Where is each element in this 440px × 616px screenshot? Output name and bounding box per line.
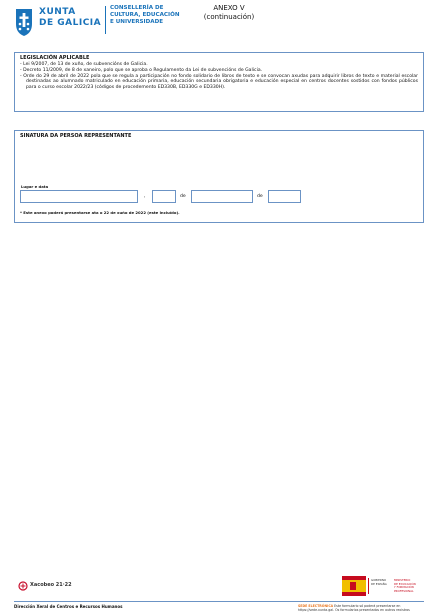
of-separator-2: de xyxy=(257,194,263,199)
signature-title: SINATURA DA PERSOA REPRESENTANTE xyxy=(20,133,132,139)
annex-heading xyxy=(184,4,274,21)
place-date-label: Lugar e data xyxy=(21,184,49,189)
galicia-crest-icon xyxy=(12,7,36,37)
consellaria-line3: E UNIVERSIDADE xyxy=(110,19,164,25)
annex-subtitle: (continuación) xyxy=(203,12,255,21)
xunta-name xyxy=(39,7,101,29)
ministry-line3: Y FORMACIÓN PROFESIONAL xyxy=(394,585,414,593)
ministry-line1: MINISTERIO xyxy=(394,578,411,582)
government-line1: GOBIERNO xyxy=(371,578,387,582)
sede-brand: SEDE ELECTRÓNICA xyxy=(298,604,334,608)
spain-logo-divider xyxy=(368,578,369,594)
consellaria-line2: CULTURA, EDUCACIÓN xyxy=(110,12,180,18)
legislation-item: - Lei 9/2007, de 13 de xuño, de subvencións de Galicia. xyxy=(20,62,148,67)
legislation-section xyxy=(14,52,424,112)
legislation-title: LEGISLACIÓN APLICABLE xyxy=(20,55,90,61)
legislation-item: - Orde do 29 de abril de 2022 pola que se regula a participación no fondo solidario de libros de texto e se convocan axudas para adquirir libros de texto e material escolar destinadas ao alumnado matriculado en educación primaria, educación secundaria obrigatoria e educación especial en centros docentes sostidos con fondos públicos para o curso escolar 2022/23 (códigos de procedemento ED330B, ED330G e ED330H). xyxy=(20,73,418,91)
xunta-logo xyxy=(12,6,104,38)
spain-crest-icon xyxy=(342,576,366,596)
place-input[interactable] xyxy=(20,190,138,203)
ministry-line2: DE EDUCACIÓN xyxy=(394,581,416,586)
legislation-item: - Decreto 11/2009, de 8 de xaneiro, polo que se aproba o Regulamento da Lei de subvencións de Galicia. xyxy=(20,67,263,73)
xacobeo-icon xyxy=(18,581,28,591)
government-line2: DE ESPAÑA xyxy=(371,581,387,586)
consellaria-name xyxy=(110,5,180,26)
government-name xyxy=(371,579,387,586)
xacobeo-text: Xacobeo 21·22 xyxy=(30,582,72,588)
signature-section xyxy=(14,130,424,223)
deadline-note: * Este anexo poderá presentarse ata o 22 de xuño de 2022 (este incluído). xyxy=(20,210,180,215)
month-input[interactable] xyxy=(191,190,253,203)
spain-ministry-logo xyxy=(342,576,422,596)
xunta-name-line2: DE GALICIA xyxy=(39,18,102,28)
of-separator-1: de xyxy=(180,194,186,199)
footer-divider xyxy=(14,601,424,602)
year-input[interactable] xyxy=(268,190,301,203)
comma-separator: , xyxy=(144,194,146,199)
sede-text: Este formulario só poderá presentarse en https://sede.xunta.gal. Os formularios presentados en outros rexistros xyxy=(298,604,410,613)
sede-notice xyxy=(298,604,428,612)
xacobeo-logo xyxy=(18,580,80,592)
xunta-name-line1: XUNTA xyxy=(39,7,76,17)
consellaria-line1: CONSELLERÍA DE xyxy=(110,5,164,11)
legislation-list xyxy=(20,62,418,91)
document-header xyxy=(8,4,432,40)
day-input[interactable] xyxy=(152,190,176,203)
annex-title: ANEXO V xyxy=(213,4,245,12)
department-name: Dirección Xeral de Centros e Recursos Humanos xyxy=(14,604,123,609)
logo-divider xyxy=(105,6,106,34)
ministry-name xyxy=(394,579,422,593)
